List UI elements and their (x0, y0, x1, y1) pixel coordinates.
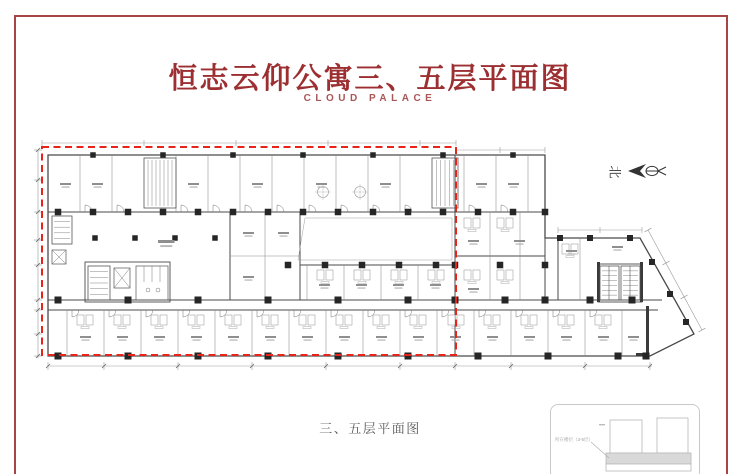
key-plan-inset (550, 404, 700, 474)
key-plan-podium (606, 453, 691, 471)
key-plan-label: 所在楼层（3-5层） (555, 437, 594, 442)
compass-icon (628, 164, 666, 178)
drawing-caption: 三、五层平面图 (319, 421, 421, 436)
dimension-lines (34, 140, 706, 370)
stair-elevator-cores (52, 158, 640, 300)
north-arrow (608, 164, 666, 179)
north-label: 北 (607, 165, 623, 179)
leader-line (591, 442, 609, 458)
page-subtitle: CLOUD PALACE (303, 93, 437, 104)
page-title: 恒志云仰公寓三、五层平面图 (168, 63, 572, 95)
walls (48, 155, 694, 356)
columns (55, 152, 690, 359)
